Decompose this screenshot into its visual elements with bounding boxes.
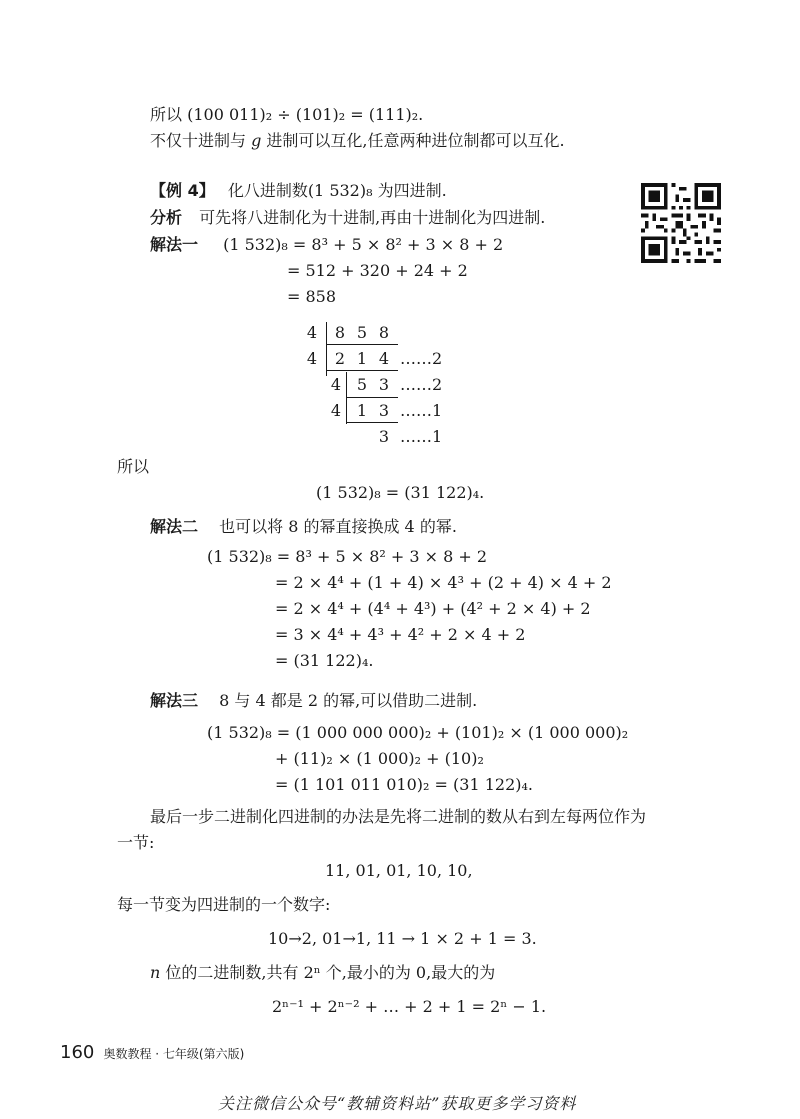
example-header [150,180,447,202]
analysis-line [150,207,545,229]
digit: 2 [334,349,346,368]
solution2-step: = 2 × 4⁴ + (1 + 4) × 4³ + (2 + 4) × 4 + 2 [275,573,612,592]
quotient: 3 [378,427,390,446]
paragraph-continuation: 一节: [117,833,155,852]
conclusion-equation: (1 532)₈ = (31 122)₄. [316,483,485,502]
solution2-step: = 3 × 4⁴ + 4³ + 4² + 2 × 4 + 2 [275,625,526,644]
example-label: 【例 4】 [150,181,215,200]
solution1-line [150,234,503,256]
solution1-step: = 858 [287,287,337,306]
division-line [346,397,398,398]
solution2-text: 也可以将 8 的幂直接换成 4 的幂. [219,517,457,536]
example-text: 化八进制数(1 532)₈ 为四进制. [227,181,447,200]
solution2-equation: (1 532)₈ = 8³ + 5 × 8² + 3 × 8 + 2 [207,547,488,566]
promo-text: 关注微信公众号“教辅资料站”获取更多学习资料 [218,1094,577,1113]
digit: 1 [356,349,368,368]
solution2-step: = 2 × 4⁴ + (4⁴ + 4³) + (4² + 2 × 4) + 2 [275,599,591,618]
paragraph [150,962,495,984]
statement-part: 不仅十进制与 [150,131,252,150]
division-line [326,370,398,371]
digit: 3 [378,401,390,420]
digit: 5 [356,323,368,342]
variable-g: g [251,131,262,150]
solution3-step: = (1 101 011 010)₂ = (31 122)₄. [275,775,533,794]
division-bar [346,372,347,424]
sum-equation: 2ⁿ⁻¹ + 2ⁿ⁻² + … + 2 + 1 = 2ⁿ − 1. [272,997,547,1016]
divisor: 4 [330,375,342,394]
page-footer [60,1042,244,1065]
binary-groups: 11, 01, 01, 10, 10, [325,861,473,880]
solution1-equation: (1 532)₈ = 8³ + 5 × 8² + 3 × 8 + 2 [223,235,504,254]
solution3-equation: (1 532)₈ = (1 000 000 000)₂ + (101)₂ × (1 000 000)₂ [207,723,629,742]
solution3-step: + (11)₂ × (1 000)₂ + (10)₂ [275,749,484,768]
digit: 1 [356,401,368,420]
digit: 3 [378,375,390,394]
statement-line [150,130,565,152]
digit: 5 [356,375,368,394]
page-number: 160 [60,1042,95,1063]
statement-part: 进制可以互化,任意两种进位制都可以互化. [261,131,565,150]
analysis-text: 可先将八进制化为十进制,再由十进制化为四进制. [199,208,546,227]
divisor: 4 [306,323,318,342]
division-bar [326,322,327,376]
digit: 4 [378,349,390,368]
division-line [326,344,398,345]
digit: 8 [334,323,346,342]
paragraph-text: 位的二进制数,共有 2ⁿ 个,最小的为 0,最大的为 [160,963,496,982]
analysis-label: 分析 [150,208,183,227]
variable-n: n [150,963,161,982]
book-title: 奥数教程 · 七年级(第六版) [103,1047,245,1061]
group-mapping: 10→2, 01→1, 11 → 1 × 2 + 1 = 3. [268,929,537,948]
result-line: 所以 (100 011)₂ ÷ (101)₂ = (111)₂. [150,105,424,124]
solution1-step: = 512 + 320 + 24 + 2 [287,261,468,280]
solution3-line [150,690,477,712]
solution3-text: 8 与 4 都是 2 的幂,可以借助二进制. [219,691,478,710]
solution2-label: 解法二 [150,517,199,536]
paragraph: 最后一步二进制化四进制的办法是先将二进制的数从右到左每两位作为 [150,807,647,826]
solution2-step: = (31 122)₄. [275,651,374,670]
division-line [346,422,398,423]
digit: 8 [378,323,390,342]
divisor: 4 [330,401,342,420]
remainder: ……1 [400,401,443,420]
solution2-line [150,516,457,538]
remainder: ……2 [400,349,443,368]
paragraph: 每一节变为四进制的一个数字: [117,895,331,914]
divisor: 4 [306,349,318,368]
solution3-label: 解法三 [150,691,199,710]
so-label: 所以 [117,457,150,476]
solution1-label: 解法一 [150,235,199,254]
remainder: ……1 [400,427,443,446]
qr-code-icon[interactable] [641,183,721,263]
remainder: ……2 [400,375,443,394]
